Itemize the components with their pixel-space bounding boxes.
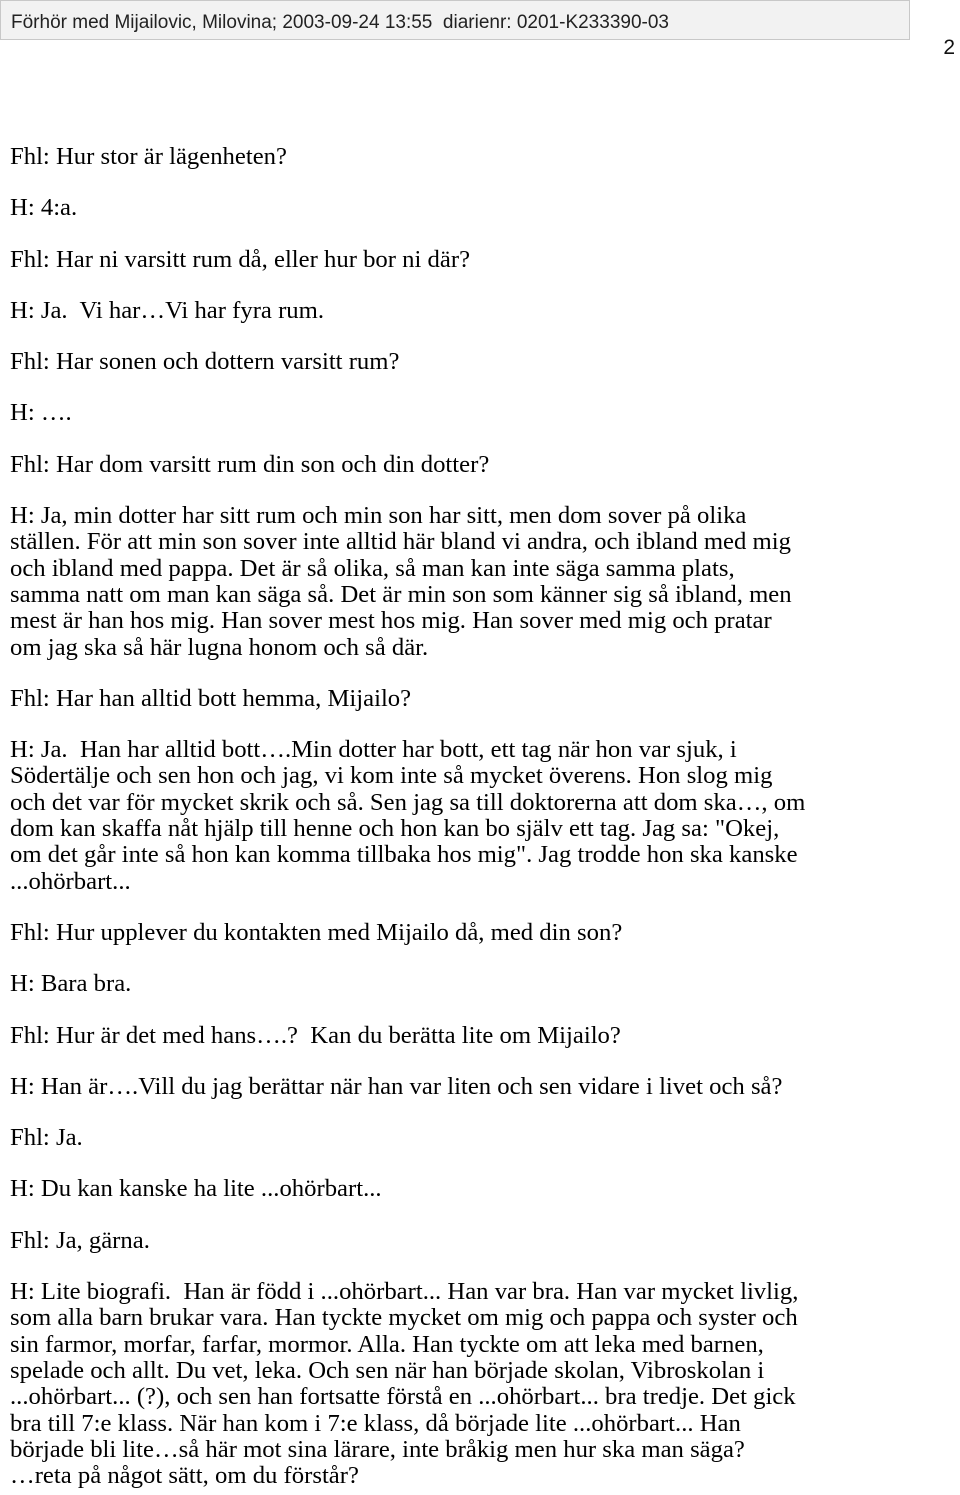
transcript-line: mest är han hos mig. Han sover mest hos mig. Han sover med mig och pratar <box>10 607 772 635</box>
header-title: Förhör med Mijailovic, Milovina; 2003-09-24 13:55 diarienr: 0201-K233390-03 <box>11 12 669 33</box>
transcript-line: och ibland med pappa. Det är så olika, så man kan inte säga samma plats, <box>10 554 735 582</box>
transcript-line: Fhl: Ja, gärna. <box>10 1226 150 1254</box>
transcript-line: om jag ska så här lugna honom och så där. <box>10 633 429 661</box>
transcript-line: H: 4:a. <box>10 194 78 222</box>
transcript-line: Fhl: Har ni varsitt rum då, eller hur bor ni där? <box>10 245 471 273</box>
witness-answer <box>10 400 950 426</box>
witness-answer <box>10 971 950 997</box>
transcript-line: Fhl: Hur upplever du kontakten med Mijailo då, med din son? <box>10 918 623 946</box>
transcript-line: dom kan skaffa nåt hjälp till henne och hon kan bo själv ett tag. Jag sa: "Okej, <box>10 815 780 843</box>
transcript-line: H: Han är….Vill du jag berättar när han var liten och sen vidare i livet och så? <box>10 1072 783 1100</box>
interrogator-question <box>10 452 950 478</box>
witness-answer <box>10 195 950 221</box>
transcript-line: Fhl: Har han alltid bott hemma, Mijailo? <box>10 684 412 712</box>
transcript-line: H: Lite biografi. Han är född i ...ohörbart... Han var bra. Han var mycket livlig, <box>10 1278 799 1306</box>
transcript-line: Fhl: Har dom varsitt rum din son och din dotter? <box>10 450 490 478</box>
transcript-line: H: Ja, min dotter har sitt rum och min son har sitt, men dom sover på olika <box>10 502 747 530</box>
document-header <box>0 0 910 40</box>
transcript-line: …reta på något sätt, om du förstår? <box>10 1462 359 1490</box>
transcript-line: sin farmor, morfar, farfar, mormor. Alla. Han tyckte om att leka med barnen, <box>10 1330 764 1358</box>
interrogator-question <box>10 1125 950 1151</box>
transcript-line: H: Ja. Vi har…Vi har fyra rum. <box>10 296 325 324</box>
transcript-line: H: Bara bra. <box>10 970 132 998</box>
transcript-line: H: Du kan kanske ha lite ...ohörbart... <box>10 1175 382 1203</box>
transcript <box>10 144 950 1489</box>
witness-answer <box>10 737 950 895</box>
transcript-line: H: Ja. Han har alltid bott….Min dotter har bott, ett tag när hon var sjuk, i <box>10 736 737 764</box>
interrogator-question <box>10 1228 950 1254</box>
witness-answer <box>10 1279 950 1489</box>
interrogator-question <box>10 920 950 946</box>
transcript-line: Fhl: Har sonen och dottern varsitt rum? <box>10 348 400 376</box>
transcript-line: H: …. <box>10 399 72 427</box>
transcript-line: Södertälje och sen hon och jag, vi kom inte så mycket överens. Hon slog mig <box>10 762 773 790</box>
transcript-line: som alla barn brukar vara. Han tyckte mycket om mig och pappa och syster och <box>10 1304 798 1332</box>
transcript-line: om det går inte så hon kan komma tillbaka hos mig". Jag trodde hon ska kanske <box>10 841 798 869</box>
transcript-line: började bli lite…så här mot sina lärare, inte bråkig men hur ska man säga? <box>10 1435 745 1463</box>
transcript-line: spelade och allt. Du vet, leka. Och sen när han började skolan, Vibroskolan i <box>10 1356 765 1384</box>
transcript-line: bra till 7:e klass. När han kom i 7:e klass, då började lite ...ohörbart... Han <box>10 1409 741 1437</box>
interrogator-question <box>10 349 950 375</box>
transcript-line: ...ohörbart... <box>10 867 131 895</box>
transcript-line: samma natt om man kan säga så. Det är min son som känner sig så ibland, men <box>10 580 792 608</box>
transcript-line: Fhl: Ja. <box>10 1124 83 1152</box>
transcript-line: Fhl: Hur är det med hans….? Kan du berätta lite om Mijailo? <box>10 1021 621 1049</box>
interrogator-question <box>10 686 950 712</box>
transcript-line: Fhl: Hur stor är lägenheten? <box>10 143 287 170</box>
interrogator-question <box>10 144 950 170</box>
transcript-line: och det var för mycket skrik och så. Sen jag sa till doktorerna att dom ska…, om <box>10 788 806 816</box>
witness-answer <box>10 298 950 324</box>
interrogator-question <box>10 1023 950 1049</box>
witness-answer <box>10 503 950 661</box>
transcript-line: ställen. För att min son sover inte alltid här bland vi andra, och ibland med mig <box>10 528 791 556</box>
witness-answer <box>10 1074 950 1100</box>
transcript-line: ...ohörbart... (?), och sen han fortsatte förstå en ...ohörbart... bra tredje. Det gick <box>10 1383 796 1411</box>
interrogator-question <box>10 247 950 273</box>
witness-answer <box>10 1176 950 1202</box>
page-number: 2 <box>943 36 955 59</box>
